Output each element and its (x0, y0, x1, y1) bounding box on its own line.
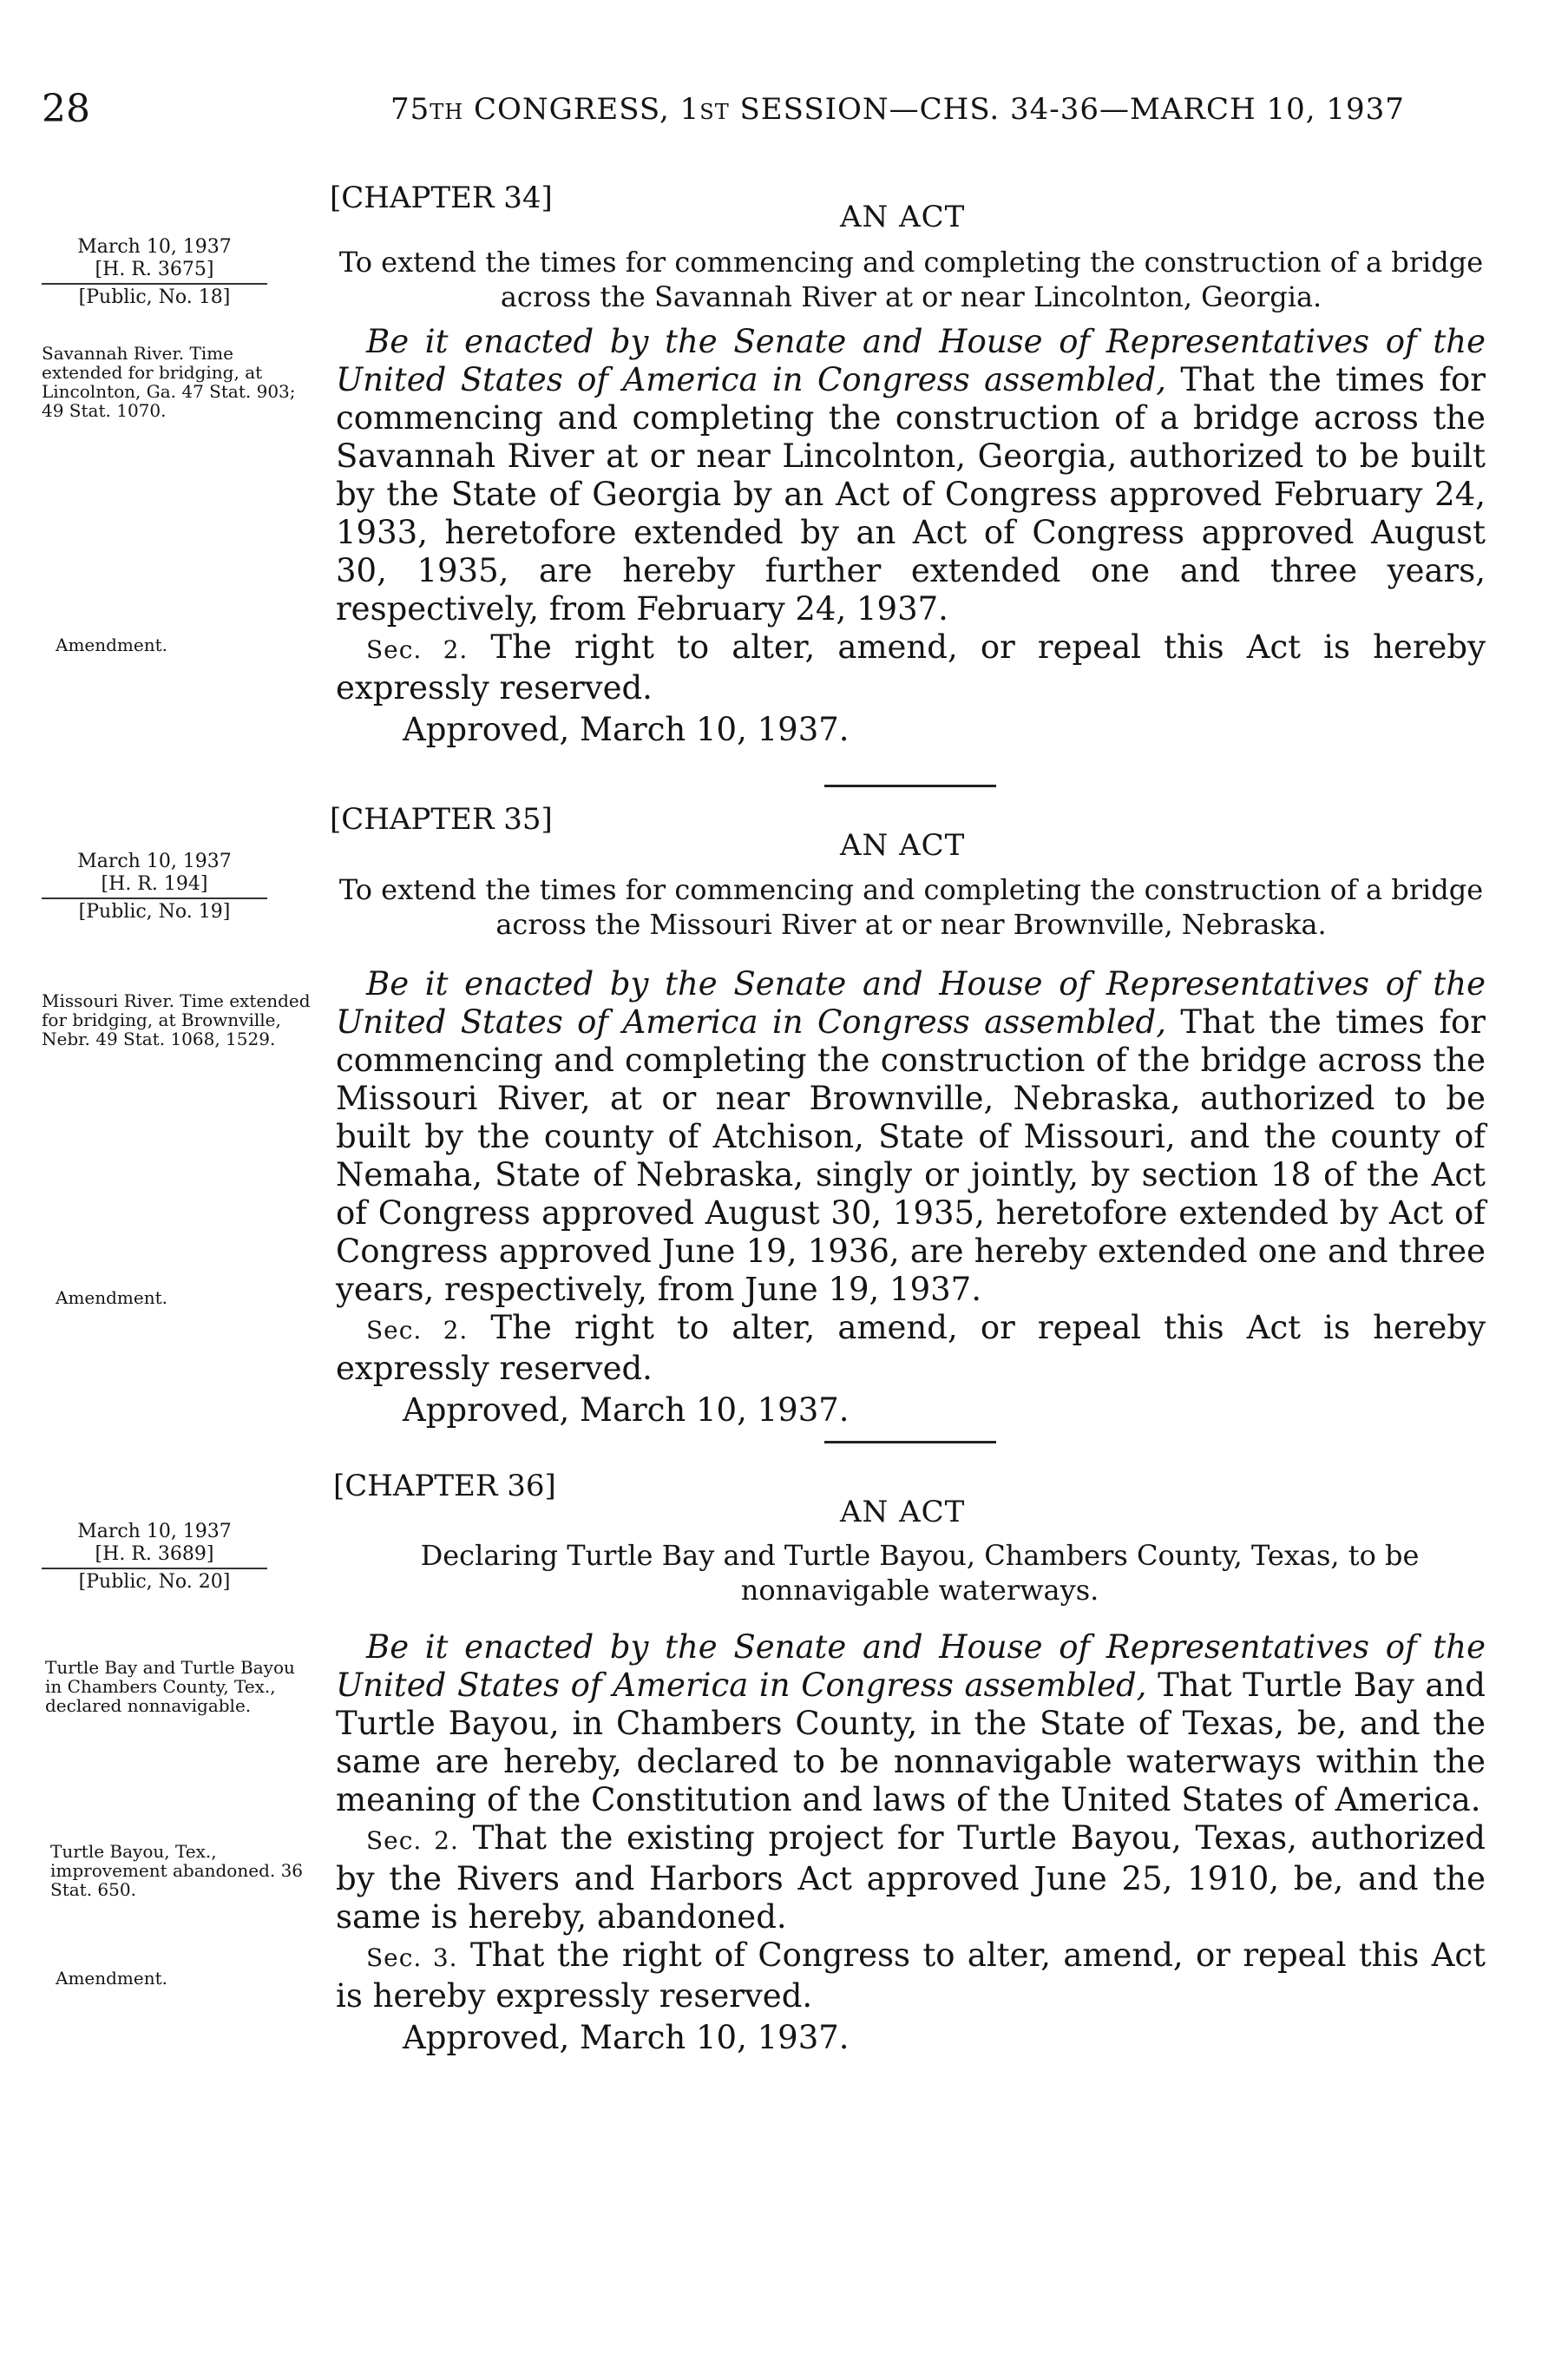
chapter-35-body-text: That the times for commencing and completing the construction of the bridge across the Missouri River, at or near Brownville, Nebraska, authorized to be built by the county of Atchison, State of Missouri, and the county of Nemaha, State of Nebraska, singly or jointly, by section 18 of the Act of Congress approved August 30, 1935, heretofore extended by Act of Congress approved June 19, 1936, are hereby extended one and three years, respectively, from June 19, 1937. (336, 1003, 1486, 1308)
chapter-35-sec-2-label: Sec. 2. (366, 1316, 469, 1345)
chapter-35-amendment-note: Amendment. (56, 1287, 168, 1308)
chapter-34-sec-2 (336, 628, 1486, 707)
chapter-34-approved: Approved, March 10, 1937. (403, 711, 850, 748)
chapter-36-side-note-2: Turtle Bayou, Tex., improvement abandoned. 36 Stat. 650. (50, 1841, 304, 1900)
chapter-34-date: March 10, 1937 (77, 236, 232, 258)
chapter-36-label: [CHAPTER 36] (333, 1469, 556, 1503)
chapter-35-approved: Approved, March 10, 1937. (403, 1391, 850, 1429)
chapter-36-body (336, 1628, 1486, 2057)
chapter-34-public: [Public, No. 18] (78, 286, 231, 308)
chapter-35-bill: [H. R. 194] (101, 873, 208, 895)
chapter-34-amendment-note: Amendment. (56, 634, 168, 655)
chapter-34-side-note: Savannah River. Time extended for bridging, at Lincolnton, Ga. 47 Stat. 903; 49 Stat. 1070. (42, 343, 296, 421)
chapter-divider-2 (824, 1441, 996, 1443)
chapter-36-side-note: Turtle Bay and Turtle Bayou in Chambers County, Tex., declared nonnavigable. (45, 1657, 295, 1716)
chapter-36-paragraph (336, 1628, 1486, 1819)
chapter-35-side-note: Missouri River. Time extended for bridging, at Brownville, Nebr. 49 Stat. 1068, 1529. (42, 990, 311, 1049)
chapter-36-approved: Approved, March 10, 1937. (403, 2019, 850, 2056)
running-head-congress: 75 (390, 92, 430, 127)
chapter-36-date: March 10, 1937 (77, 1521, 232, 1542)
chapter-34-margin-citation (42, 236, 267, 309)
chapter-36-public: [Public, No. 20] (78, 1571, 231, 1593)
chapter-34-paragraph (336, 323, 1486, 628)
chapter-35-title: To extend the times for commencing and completing the construction of a bridge across the Missouri River at or near Brownville, Nebraska. (338, 873, 1484, 941)
running-head (390, 92, 1405, 127)
chapter-36-sec-2-label: Sec. 2. (366, 1826, 459, 1855)
chapter-36-sec-2-text: That the existing project for Turtle Bayou, Texas, authorized by the Rivers and Harbors Act approved June 25, 1910, be, and the same is hereby, abandoned. (336, 1819, 1486, 1936)
running-head-end: SESSION—CHS. 34-36—MARCH 10, 1937 (729, 92, 1405, 127)
chapter-36-body-text: That Turtle Bay and Turtle Bayou, in Chambers County, in the State of Texas, be, and the same are hereby, declared to be nonnavigable waterways within the meaning of the Constitution and laws of the United States of America. (336, 1667, 1486, 1818)
chapter-35-an-act: AN ACT (840, 828, 966, 863)
chapter-34-margin-rule (42, 283, 267, 285)
chapter-34-body-text: That the times for commencing and completing the construction of a bridge across the Savannah River at or near Lincolnton, Georgia, authorized to be built by the State of Georgia by an Act of Congress approved February 24, 1933, heretofore extended by an Act of Congress approved August 30, 1935, are hereby further extended one and three years, respectively, from February 24, 1937. (336, 361, 1486, 628)
chapter-36-sec-2 (336, 1819, 1486, 1936)
chapter-35-public: [Public, No. 19] (78, 901, 231, 923)
running-head-mid: CONGRESS, 1 (463, 92, 700, 127)
chapter-34-title: To extend the times for commencing and completing the construction of a bridge across the Savannah River at or near Lincolnton, Georgia. (338, 246, 1484, 313)
chapter-36-amendment-note: Amendment. (56, 1968, 168, 1989)
chapter-35-date: March 10, 1937 (77, 851, 232, 872)
chapter-36-enacting-clause: Be it enacted by the Senate and House of Representatives of the United States of America in Congress assembled, (336, 1628, 1486, 1704)
chapter-35-margin-rule (42, 897, 267, 899)
chapter-34-an-act: AN ACT (840, 200, 966, 234)
chapter-34-sec-2-label: Sec. 2. (366, 635, 469, 664)
chapter-34-label: [CHAPTER 34] (330, 181, 553, 215)
chapter-35-enacting-clause: Be it enacted by the Senate and House of Representatives of the United States of America in Congress assembled, (336, 965, 1486, 1041)
page-number: 28 (42, 87, 90, 131)
chapter-36-bill: [H. R. 3689] (95, 1543, 214, 1565)
running-head-sup2: ST (699, 100, 730, 124)
chapter-36-margin-rule (42, 1568, 267, 1569)
chapter-36-sec-3-label: Sec. 3. (366, 1943, 458, 1972)
chapter-35-paragraph (336, 965, 1486, 1309)
chapter-35-margin-citation (42, 851, 267, 924)
chapter-36-margin-citation (42, 1521, 267, 1594)
running-head-sup: TH (430, 100, 464, 124)
chapter-34-body (336, 323, 1486, 749)
chapter-35-sec-2-text: The right to alter, amend, or repeal this Act is hereby expressly reserved. (336, 1309, 1486, 1387)
chapter-34-sec-2-text: The right to alter, amend, or repeal this Act is hereby expressly reserved. (336, 628, 1486, 707)
chapter-divider-1 (824, 785, 996, 787)
chapter-36-title: Declaring Turtle Bay and Turtle Bayou, Chambers County, Texas, to be nonnavigable waterways. (420, 1539, 1420, 1607)
chapter-36-sec-3-text: That the right of Congress to alter, amend, or repeal this Act is hereby expressly reserved. (336, 1936, 1486, 2015)
chapter-34-enacting-clause: Be it enacted by the Senate and House of Representatives of the United States of America in Congress assembled, (336, 323, 1486, 398)
chapter-36-sec-3 (336, 1936, 1486, 2015)
chapter-35-label: [CHAPTER 35] (330, 802, 553, 837)
chapter-34-bill: [H. R. 3675] (95, 259, 214, 280)
chapter-35-sec-2 (336, 1309, 1486, 1388)
chapter-35-body (336, 965, 1486, 1430)
chapter-36-an-act: AN ACT (840, 1495, 966, 1529)
